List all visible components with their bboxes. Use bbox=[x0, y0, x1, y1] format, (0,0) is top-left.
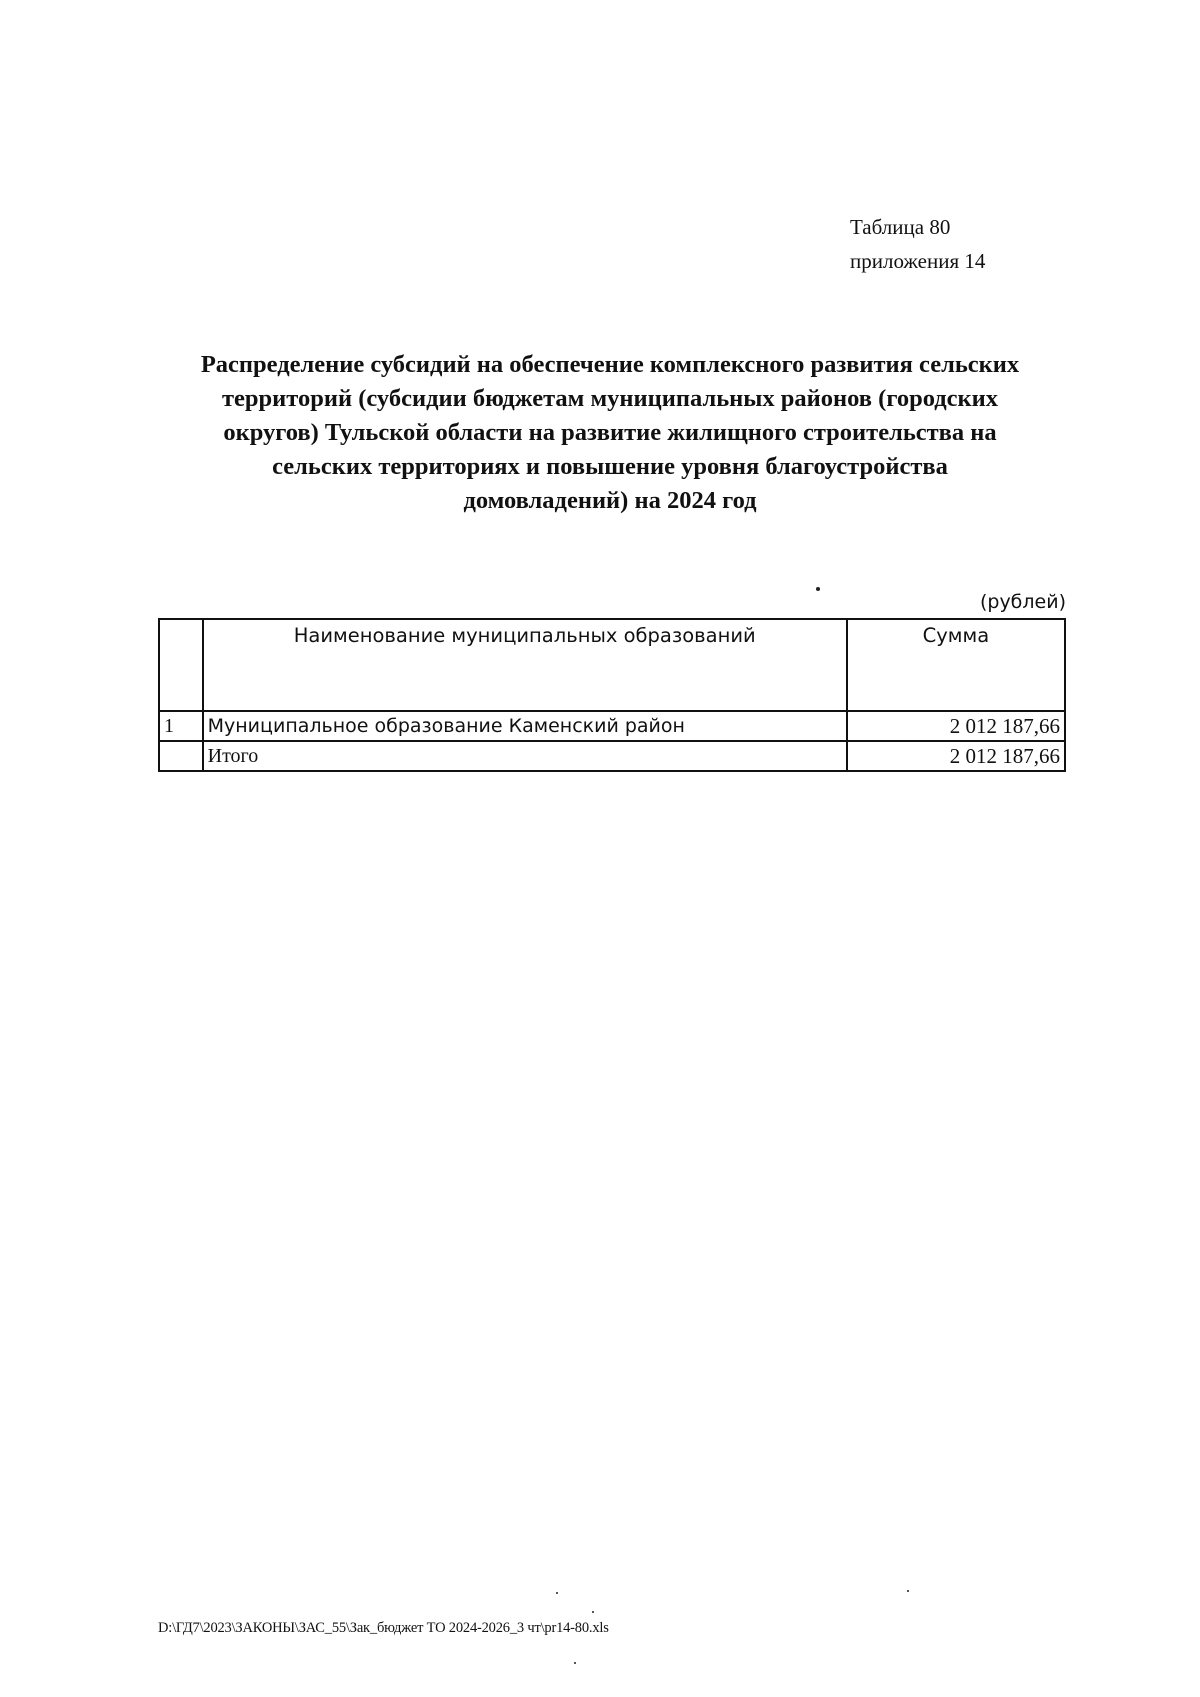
table-reference bbox=[850, 210, 985, 278]
municipality-name: Муниципальное образование Каменский район bbox=[203, 711, 847, 741]
column-header-municipality: Наименование муниципальных образований bbox=[203, 619, 847, 711]
scan-speck bbox=[816, 587, 820, 591]
scan-speck bbox=[556, 1592, 558, 1594]
title-line: Распределение субсидий на обеспечение комплексного развития сельских bbox=[200, 351, 1020, 378]
table-number: Таблица 80 bbox=[850, 215, 951, 239]
amount: 2 012 187,66 bbox=[847, 711, 1065, 741]
table-total-row bbox=[159, 741, 1065, 771]
unit-label: (рублей) bbox=[979, 591, 1066, 613]
row-number bbox=[159, 741, 203, 771]
table-row bbox=[159, 711, 1065, 741]
appendix-reference: приложения 14 bbox=[850, 249, 986, 273]
scan-speck bbox=[592, 1611, 594, 1613]
column-header-number bbox=[159, 619, 203, 711]
title-line: домовладений) на 2024 год bbox=[463, 487, 757, 514]
scan-speck bbox=[907, 1590, 909, 1592]
row-number: 1 bbox=[159, 711, 203, 741]
subsidy-table bbox=[158, 618, 1066, 772]
column-header-amount: Сумма bbox=[847, 619, 1065, 711]
title-line: территорий (субсидии бюджетам муниципальных районов (городских bbox=[221, 385, 999, 412]
title-line: сельских территориях и повышение уровня благоустройства bbox=[272, 453, 948, 480]
total-label: Итого bbox=[203, 741, 847, 771]
total-amount: 2 012 187,66 bbox=[847, 741, 1065, 771]
scan-speck bbox=[574, 1662, 576, 1664]
document-title bbox=[150, 348, 1070, 518]
title-line: округов) Тульской области на развитие жилищного строительства на bbox=[223, 419, 997, 446]
table-header-row bbox=[159, 619, 1065, 711]
file-path-footer: D:\ГД7\2023\ЗАКОНЫ\ЗАС_55\Зак_бюджет ТО 2024-2026_3 чт\pr14-80.xls bbox=[158, 1620, 609, 1636]
